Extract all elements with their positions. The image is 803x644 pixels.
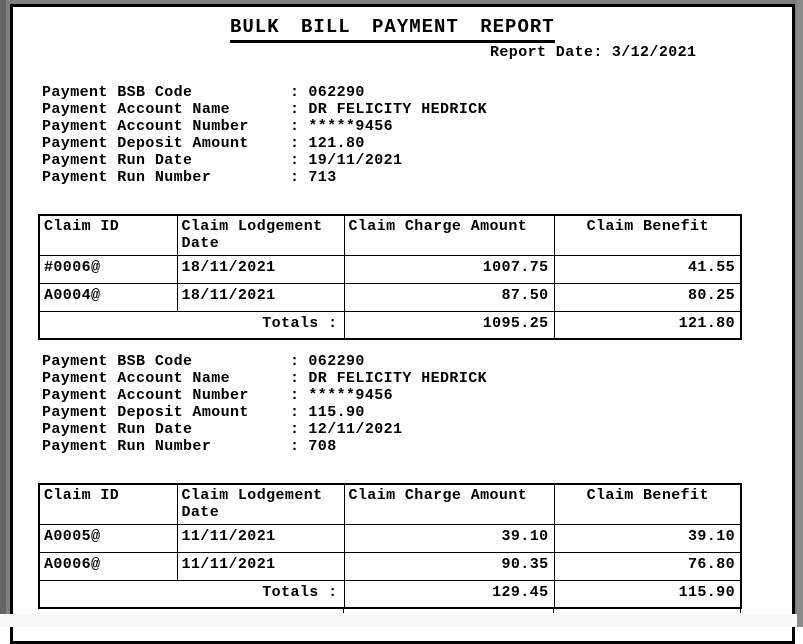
totals-benefit: 121.80	[554, 311, 741, 339]
field-separator: :	[290, 135, 300, 152]
charge-amount-cell: 1007.75	[344, 255, 554, 283]
totals-label: Totals :	[39, 311, 344, 339]
payment-field-row	[42, 152, 487, 169]
payment-field-row	[42, 135, 487, 152]
payment-field-row	[42, 101, 487, 118]
column-header-benefit: Claim Benefit	[554, 484, 741, 524]
payment-field-row	[42, 421, 487, 438]
charge-amount-cell: 39.10	[344, 524, 554, 552]
payment-field-value: 19/11/2021	[308, 152, 403, 169]
payment-field-row	[42, 404, 487, 421]
lodgement-date-cell: 18/11/2021	[177, 283, 344, 311]
report-title: BULK BILL PAYMENT REPORT	[230, 16, 555, 43]
field-separator: :	[290, 84, 300, 101]
column-header-charge-amount: Claim Charge Amount	[344, 484, 554, 524]
totals-row	[39, 580, 741, 608]
totals-label: Totals :	[39, 580, 344, 608]
window-frame-bottom	[0, 614, 797, 627]
payment-field-row	[42, 438, 487, 455]
payment-field-label: Payment Deposit Amount	[42, 135, 249, 152]
benefit-cell: 80.25	[554, 283, 741, 311]
claims-table-header-row	[39, 484, 741, 524]
charge-amount-cell: 90.35	[344, 552, 554, 580]
payment-field-row	[42, 169, 487, 186]
claim-row	[39, 524, 741, 552]
payment-field-value: 713	[308, 169, 337, 186]
claims-table-2	[38, 483, 742, 609]
window-frame-left	[0, 0, 6, 614]
payment-field-value: 121.80	[308, 135, 365, 152]
window-frame-right	[797, 0, 803, 627]
payment-field-label: Payment Account Name	[42, 370, 231, 387]
benefit-cell: 76.80	[554, 552, 741, 580]
field-separator: :	[290, 101, 300, 118]
column-header-charge-amount: Claim Charge Amount	[344, 215, 554, 255]
report-date-label: Report Date:	[490, 44, 603, 61]
field-separator: :	[290, 404, 300, 421]
column-header-benefit: Claim Benefit	[554, 215, 741, 255]
field-separator: :	[290, 387, 300, 404]
field-separator: :	[290, 421, 300, 438]
payment-field-row	[42, 353, 487, 370]
claims-table-header-row	[39, 215, 741, 255]
benefit-cell: 39.10	[554, 524, 741, 552]
field-separator: :	[290, 169, 300, 186]
claim-id-cell: #0006@	[39, 255, 177, 283]
payment-field-value: *****9456	[308, 118, 394, 135]
field-separator: :	[290, 118, 300, 135]
lodgement-date-cell: 11/11/2021	[177, 552, 344, 580]
payment-field-row	[42, 387, 487, 404]
payment-field-label: Payment BSB Code	[42, 84, 193, 101]
column-header-claim-id: Claim ID	[39, 484, 177, 524]
payment-field-value: *****9456	[308, 387, 394, 404]
field-separator: :	[290, 152, 300, 169]
claim-id-cell: A0006@	[39, 552, 177, 580]
charge-amount-cell: 87.50	[344, 283, 554, 311]
lodgement-date-cell: 11/11/2021	[177, 524, 344, 552]
payment-field-value: DR FELICITY HEDRICK	[308, 101, 488, 118]
report-date-value: 3/12/2021	[611, 44, 697, 61]
payment-field-row	[42, 370, 487, 387]
benefit-cell: 41.55	[554, 255, 741, 283]
field-separator: :	[290, 438, 300, 455]
lodgement-date-cell: 18/11/2021	[177, 255, 344, 283]
payment-field-label: Payment Account Name	[42, 101, 231, 118]
payment-field-value: 115.90	[308, 404, 365, 421]
payment-field-label: Payment Deposit Amount	[42, 404, 249, 421]
payment-field-label: Payment Account Number	[42, 387, 249, 404]
claims-table-1	[38, 214, 742, 340]
claim-id-cell: A0004@	[39, 283, 177, 311]
payment-field-label: Payment Run Date	[42, 421, 193, 438]
payment-field-label: Payment Run Number	[42, 169, 212, 186]
totals-charge-amount: 129.45	[344, 580, 554, 608]
payment-field-row	[42, 84, 487, 101]
payment-field-value: 708	[308, 438, 337, 455]
column-header-lodgement-date: Claim Lodgement Date	[177, 215, 344, 255]
claim-row	[39, 283, 741, 311]
payment-field-label: Payment Run Number	[42, 438, 212, 455]
payment-details-section-1	[42, 84, 487, 186]
totals-benefit: 115.90	[554, 580, 741, 608]
column-header-claim-id: Claim ID	[39, 215, 177, 255]
totals-row	[39, 311, 741, 339]
payment-field-row	[42, 118, 487, 135]
payment-field-value: 12/11/2021	[308, 421, 403, 438]
payment-details-section-2	[42, 353, 487, 455]
payment-field-label: Payment Run Date	[42, 152, 193, 169]
totals-charge-amount: 1095.25	[344, 311, 554, 339]
payment-field-label: Payment BSB Code	[42, 353, 193, 370]
column-header-lodgement-date: Claim Lodgement Date	[177, 484, 344, 524]
payment-field-value: DR FELICITY HEDRICK	[308, 370, 488, 387]
payment-field-value: 062290	[308, 353, 365, 370]
report-date	[490, 44, 696, 61]
table-border-stub	[343, 607, 344, 613]
report-page	[10, 4, 795, 644]
claim-row	[39, 552, 741, 580]
claim-row	[39, 255, 741, 283]
payment-field-value: 062290	[308, 84, 365, 101]
field-separator: :	[290, 370, 300, 387]
claim-id-cell: A0005@	[39, 524, 177, 552]
field-separator: :	[290, 353, 300, 370]
table-border-stub	[553, 607, 554, 613]
payment-field-label: Payment Account Number	[42, 118, 249, 135]
table-border-stub	[740, 607, 741, 613]
